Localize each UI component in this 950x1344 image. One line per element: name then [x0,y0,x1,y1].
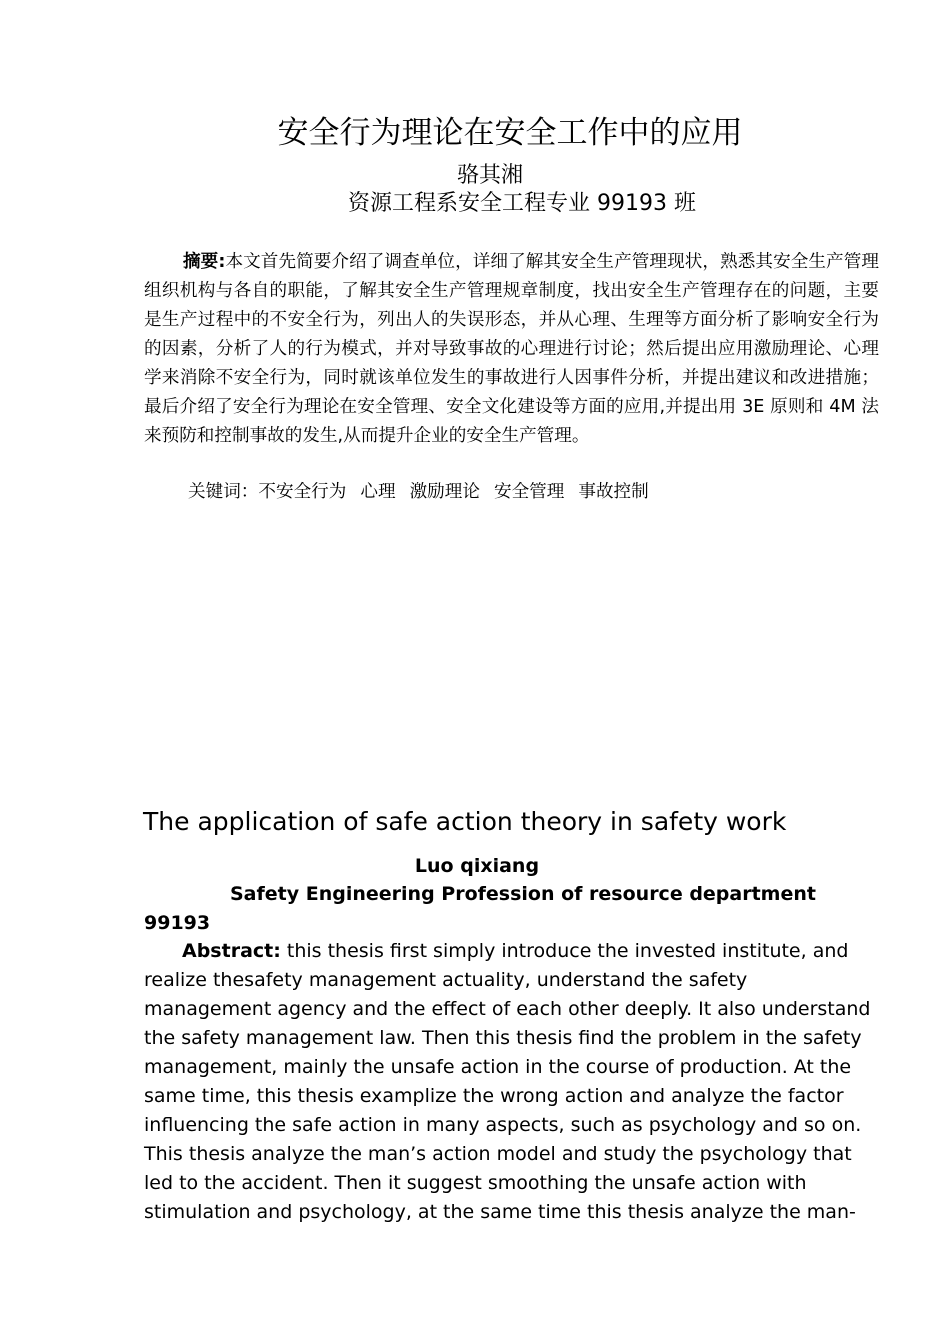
english-abstract-line: management, mainly the unsafe action in the course of production. At the [144,1056,852,1078]
english-abstract-line: This thesis analyze the man’s action model and study the psychology that [144,1143,852,1165]
chinese-keywords [188,478,663,507]
english-abstract-label: Abstract: [182,940,281,962]
english-abstract-line: led to the accident. Then it suggest smoothing the unsafe action with [144,1172,807,1194]
english-abstract-line: influencing the safe action in many aspects, such as psychology and so on. [144,1114,862,1136]
english-abstract-line: the safety management law. Then this thesis find the problem in the safety [144,1027,862,1049]
chinese-abstract-label: 摘要: [183,252,226,272]
english-title: The application of safe action theory in safety work [143,807,787,836]
chinese-title: 安全行为理论在安全工作中的应用 [277,115,743,151]
keyword: 安全管理 [493,482,565,502]
english-abstract [144,937,880,1227]
keyword: 激励理论 [409,482,480,502]
english-abstract-line: same time, this thesis examplize the wrong action and analyze the factor [144,1085,844,1107]
chinese-abstract-text: 本文首先简要介绍了调查单位，详细了解其安全生产管理现状，熟悉其安全生产管理组织机构与各自的职能，了解其安全生产管理规章制度，找出安全生产管理存在的问题，主要是生产过程中的不安全行为，列出人的失误形态，并从心理、生理等方面分析了影响安全行为的因素，分析了人的行为模式，并对导致事故的心理进行讨论；然后提出应用激励理论、心理学来消除不安全行为，同时就该单位发生的事故进行人因事件分析，并提出建议和改进措施；最后介绍了安全行为理论在安全管理、安全文化建设等方面的应用,并提出用 3E 原则和 4M 法来预防和控制事故的发生,从而提升企业的安全生产管理。 [144,252,879,446]
english-affiliation: Safety Engineering Profession of resource department [230,883,816,905]
english-abstract-line: Abstract: this thesis first simply introduce the invested institute, and [182,940,849,962]
chinese-keywords-label: 关键词： [188,482,259,502]
chinese-affiliation: 资源工程系安全工程专业 99193 班 [348,191,696,216]
english-abstract-line: stimulation and psychology, at the same time this thesis analyze the man- [144,1201,856,1223]
english-abstract-line: management agency and the effect of each other deeply. It also understand [144,998,871,1020]
chinese-author: 骆其湘 [456,163,523,188]
keyword: 不安全行为 [258,482,347,502]
english-abstract-line: realize thesafety management actuality, understand the safety [144,969,748,991]
keyword: 事故控制 [578,482,649,502]
english-author: Luo qixiang [414,855,540,877]
keyword: 心理 [360,482,396,502]
english-class-number: 99193 [144,912,211,934]
chinese-abstract [144,248,879,451]
